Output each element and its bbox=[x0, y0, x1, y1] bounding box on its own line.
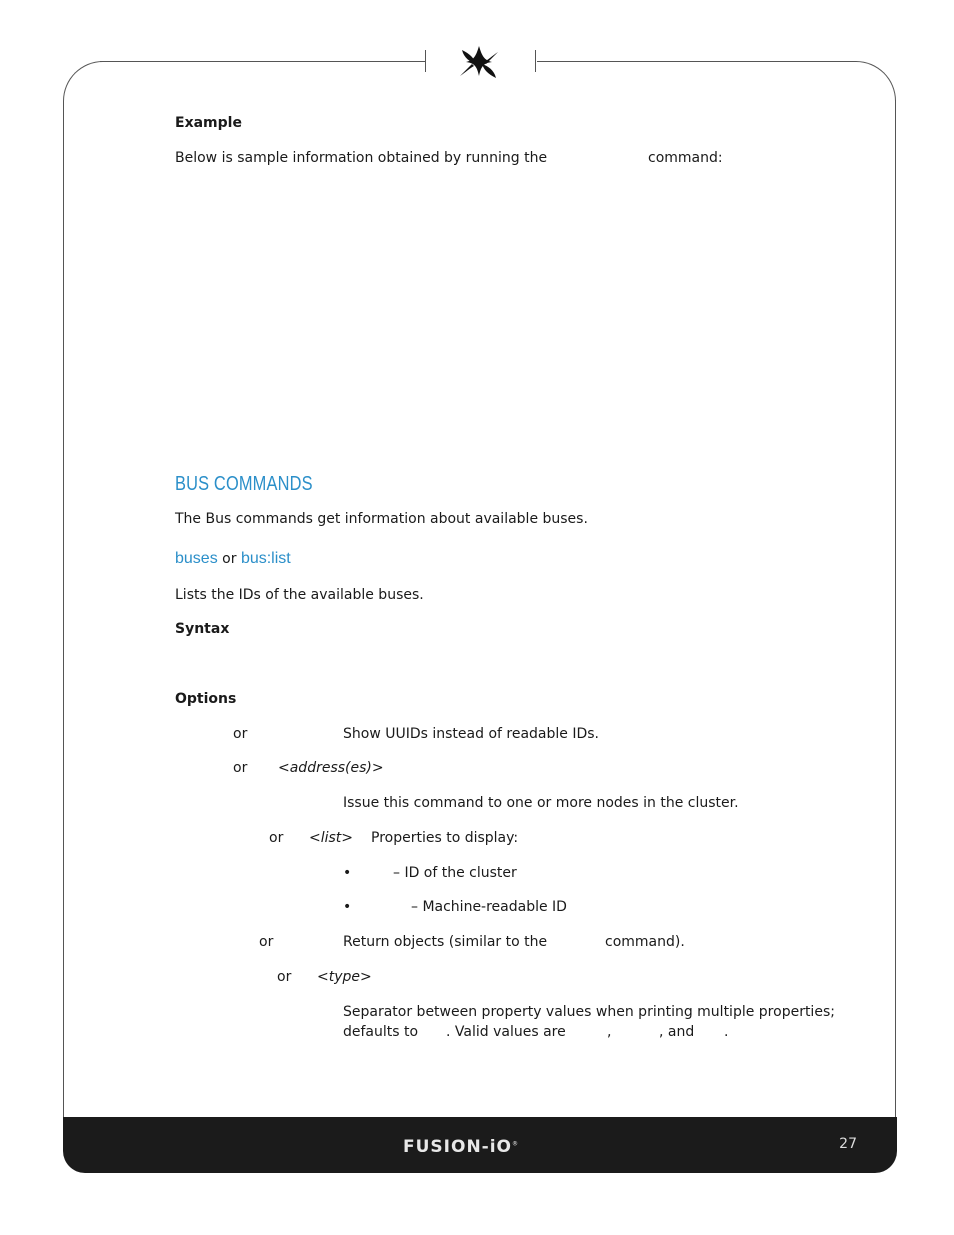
option3-or: or bbox=[269, 830, 284, 846]
syntax-heading: Syntax bbox=[175, 621, 230, 637]
footer-brand-text: FUSION-iO bbox=[403, 1137, 512, 1157]
header-rule-right bbox=[537, 61, 855, 62]
option4-description-after: command). bbox=[605, 934, 685, 950]
bullet-marker: • bbox=[343, 899, 352, 915]
option5-description-line2e: . bbox=[724, 1024, 729, 1040]
command-joiner: or bbox=[222, 551, 237, 567]
page-number: 27 bbox=[839, 1136, 857, 1152]
option5-description-line2c: , bbox=[607, 1024, 612, 1040]
footer-brand-logo bbox=[403, 1137, 519, 1157]
option5-description-line2a: defaults to bbox=[343, 1024, 419, 1040]
page-footer bbox=[63, 1117, 897, 1173]
option5-description-line1: Separator between property values when printing multiple properties; bbox=[343, 1004, 835, 1020]
option2-description: Issue this command to one or more nodes in the cluster. bbox=[343, 795, 739, 811]
frame-left-border bbox=[63, 115, 64, 1120]
option3-argument: <list> bbox=[309, 830, 354, 846]
option3-description: Properties to display: bbox=[371, 830, 519, 846]
option3-bullet2: – Machine-readable ID bbox=[411, 899, 567, 915]
option2-or: or bbox=[233, 760, 248, 776]
frame-corner-top-right bbox=[836, 61, 896, 121]
fusion-io-logo-icon bbox=[452, 42, 506, 86]
example-text-before: Below is sample information obtained by running the bbox=[175, 150, 548, 166]
command-buses: buses bbox=[175, 550, 218, 567]
bullet-marker: • bbox=[343, 865, 352, 881]
command-bus-list: bus:list bbox=[240, 550, 291, 567]
subsection-description: Lists the IDs of the available buses. bbox=[175, 587, 424, 603]
option3-bullet1: – ID of the cluster bbox=[393, 865, 517, 881]
frame-right-border bbox=[895, 100, 896, 1120]
option5-description-line2b: . Valid values are bbox=[446, 1024, 566, 1040]
example-heading: Example bbox=[175, 115, 242, 131]
option1-or: or bbox=[233, 726, 248, 742]
section-intro: The Bus commands get information about available buses. bbox=[175, 511, 588, 527]
option5-argument: <type> bbox=[317, 969, 372, 985]
option4-description-before: Return objects (similar to the bbox=[343, 934, 548, 950]
options-heading: Options bbox=[175, 691, 237, 707]
option1-description: Show UUIDs instead of readable IDs. bbox=[343, 726, 599, 742]
option5-description-line2d: , and bbox=[659, 1024, 695, 1040]
footer-trademark: ® bbox=[512, 1140, 519, 1148]
option2-argument: <address(es)> bbox=[278, 760, 384, 776]
option4-or: or bbox=[259, 934, 274, 950]
option5-or: or bbox=[277, 969, 292, 985]
frame-corner-top-left bbox=[63, 61, 123, 121]
section-title: BUS COMMANDS bbox=[175, 473, 313, 495]
example-text-after: command: bbox=[648, 150, 723, 166]
header-tick-left bbox=[425, 50, 426, 72]
header-rule-left bbox=[100, 61, 425, 62]
subsection-title bbox=[175, 549, 291, 569]
header-tick-right bbox=[535, 50, 536, 72]
